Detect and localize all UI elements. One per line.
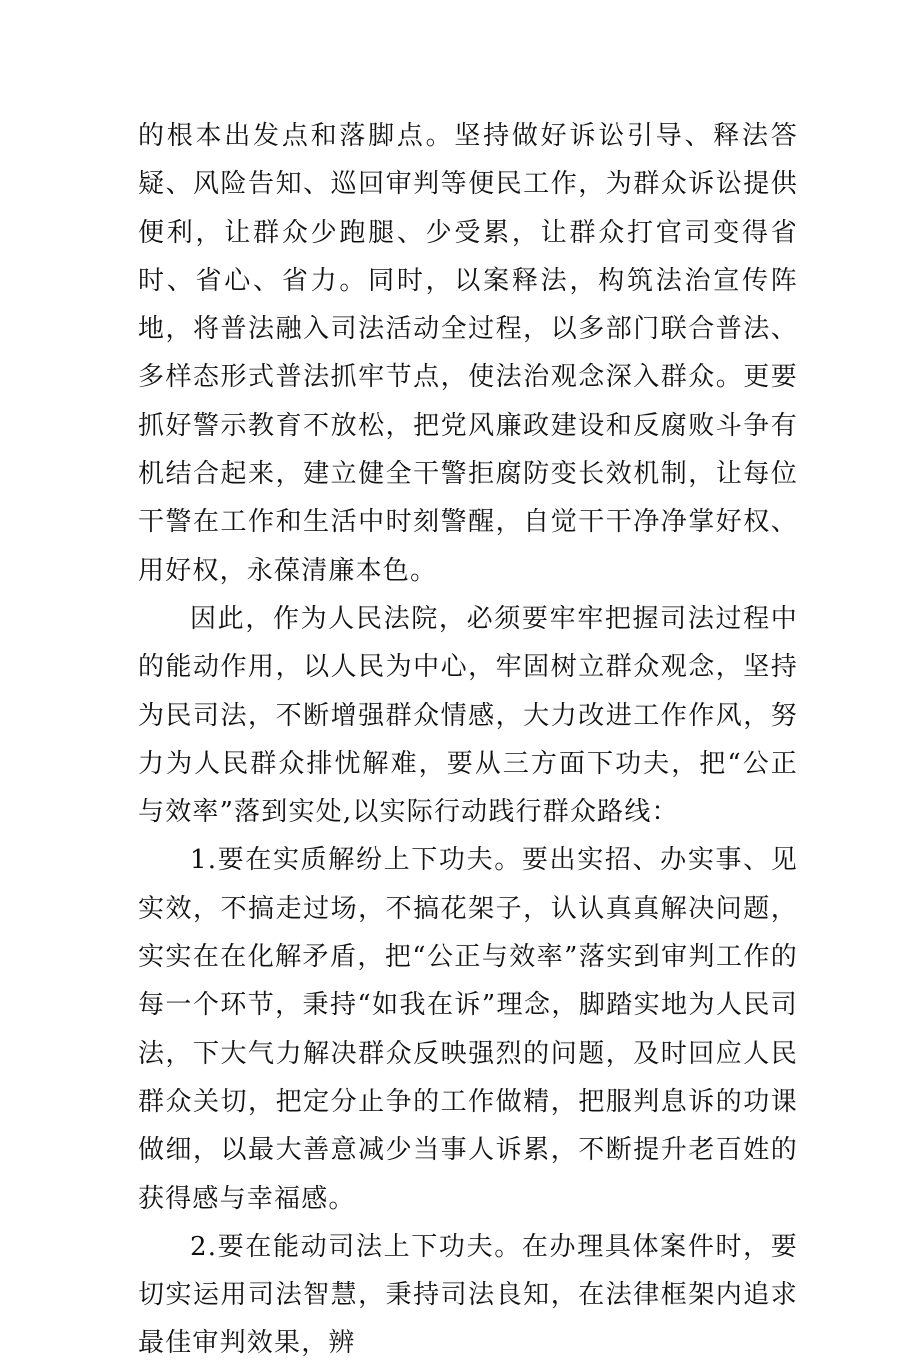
paragraph-point-1: 1.要在实质解纷上下功夫。要出实招、办实事、见实效，不搞走过场，不搞花架子，认认真真解决问题，实实在在化解矛盾，把“公正与效率”落实到审判工作的每一个环节，秉持“如我在诉”理念，脚踏实地为人民司法，下大气力解决群众反映强烈的问题，及时回应人民群众关切，把定分止争的工作做精，把服判息诉的功课做细，以最大善意减少当事人诉累，不断提升老百姓的获得感与幸福感。 [138, 845, 798, 1214]
document-body [138, 112, 798, 1368]
paragraph-continued: 的根本出发点和落脚点。坚持做好诉讼引导、释法答疑、风险告知、巡回审判等便民工作，为群众诉讼提供便利，让群众少跑腿、少受累，让群众打官司变得省时、省心、省力。同时，以案释法，构筑法治宣传阵地，将普法融入司法活动全过程，以多部门联合普法、多样态形式普法抓牢节点，使法治观念深入群众。更要抓好警示教育不放松，把党风廉政建设和反腐败斗争有机结合起来，建立健全干警拒腐防变长效机制，让每位干警在工作和生活中时刻警醒，自觉干干净净掌好权、用好权，永葆清廉本色。 [138, 121, 798, 586]
paragraph-point-2: 2.要在能动司法上下功夫。在办理具体案件时，要切实运用司法智慧，秉持司法良知，在法律框架内追求最佳审判效果，辨 [138, 1231, 798, 1359]
paragraph-therefore: 因此，作为人民法院，必须要牢牢把握司法过程中的能动作用，以人民为中心，牢固树立群众观念，坚持为民司法，不断增强群众情感，大力改进工作作风，努力为人民群众排忧解难，要从三方面下功夫，把“公正与效率”落到实处,以实际行动践行群众路线： [138, 603, 798, 828]
